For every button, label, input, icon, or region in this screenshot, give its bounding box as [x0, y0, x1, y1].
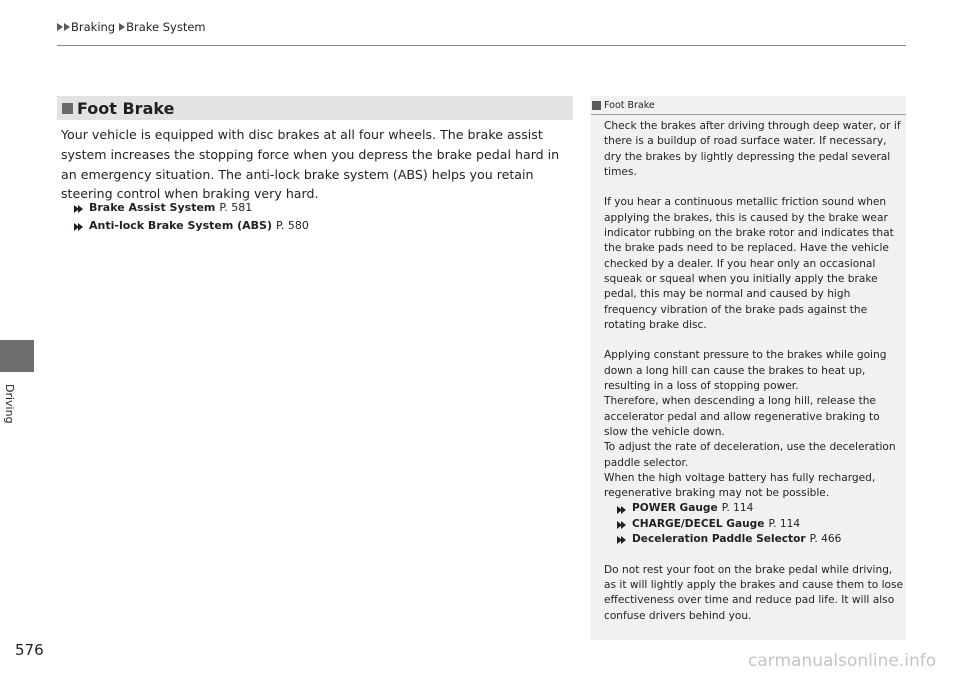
- cross-reference-arrow-icon: [617, 535, 626, 544]
- cross-reference-list: [74, 199, 309, 235]
- cross-reference-title: Brake Assist System: [89, 201, 216, 214]
- cross-reference-page: P. 114: [768, 517, 801, 530]
- cross-reference-title: POWER Gauge: [632, 502, 718, 515]
- watermark: carmanualsonline.info: [748, 651, 937, 671]
- cross-reference-arrow-icon: [617, 505, 626, 514]
- breadcrumb-arrow-icon: [64, 23, 70, 31]
- chapter-tab-marker: [0, 340, 34, 372]
- cross-reference-page: P. 581: [219, 201, 253, 214]
- side-note-title: Foot Brake: [604, 99, 655, 111]
- page-number: 576: [15, 641, 44, 659]
- cross-reference-link[interactable]: [617, 517, 904, 532]
- cross-reference-page: P. 580: [276, 219, 309, 232]
- note-cross-reference-list: [604, 501, 904, 547]
- cross-reference-arrow-icon: [617, 520, 626, 529]
- cross-reference-link[interactable]: [74, 217, 309, 235]
- header-divider: [57, 45, 906, 46]
- cross-reference-title: Deceleration Paddle Selector: [632, 533, 806, 546]
- cross-reference-arrow-icon: [74, 222, 83, 231]
- side-note-body: [604, 119, 904, 624]
- section-heading-bar: [57, 96, 573, 120]
- side-note-divider: [591, 114, 906, 115]
- cross-reference-link[interactable]: [617, 532, 904, 547]
- cross-reference-arrow-icon: [74, 204, 83, 213]
- chapter-label: Driving: [3, 384, 16, 424]
- section-square-icon: [62, 103, 73, 114]
- side-note-header: [591, 96, 906, 114]
- cross-reference-title: CHARGE/DECEL Gauge: [632, 517, 765, 530]
- note-paragraph: Therefore, when descending a long hill, release the accelerator pedal and allow regenerative braking to slow the vehicle down.: [604, 395, 880, 438]
- breadcrumb-item-braking[interactable]: Braking: [71, 20, 116, 34]
- section-title: Foot Brake: [77, 98, 175, 118]
- cross-reference-page: P. 466: [809, 533, 842, 546]
- cross-reference-page: P. 114: [721, 502, 754, 515]
- note-paragraph: Check the brakes after driving through deep water, or if there is a buildup of road surface water. If necessary, dry the brakes by lightly depressing the pedal several times.: [604, 120, 901, 178]
- cross-reference-link[interactable]: [617, 501, 904, 516]
- cross-reference-title: Anti-lock Brake System (ABS): [89, 219, 272, 232]
- note-paragraph: To adjust the rate of deceleration, use the deceleration paddle selector.: [604, 441, 896, 469]
- side-note-panel: [591, 96, 906, 640]
- note-paragraph: If you hear a continuous metallic friction sound when applying the brakes, this is caused by the brake wear indicator rubbing on the brake rotor and indicates that the brake pads need to be replaced. Have the vehicle checked by a dealer. If you hear only an occasional squeak or squeal when you initially apply the brake pedal, this may be normal and caused by high frequency vibration of the brake pads against the rotating brake disc.: [604, 196, 894, 331]
- note-paragraph: Do not rest your foot on the brake pedal while driving, as it will lightly apply the brakes and cause them to lose effectiveness over time and reduce pad life. It will also confuse drivers behind you.: [604, 563, 904, 622]
- breadcrumb-item-brake-system[interactable]: Brake System: [126, 20, 206, 34]
- note-marker-icon: [592, 101, 601, 110]
- breadcrumb-arrow-icon: [119, 23, 125, 31]
- breadcrumb: [57, 20, 208, 34]
- note-paragraph: When the high voltage battery has fully recharged, regenerative braking may not be possible.: [604, 471, 876, 500]
- breadcrumb-arrow-icon: [57, 23, 63, 31]
- cross-reference-link[interactable]: [74, 199, 309, 217]
- note-paragraph: Applying constant pressure to the brakes while going down a long hill can cause the brakes to heat up, resulting in a loss of stopping power.: [604, 349, 887, 393]
- main-paragraph: Your vehicle is equipped with disc brakes at all four wheels. The brake assist system increases the stopping force when you depress the brake pedal hard in an emergency situation. The anti-lock brake system (ABS) helps you retain steering control when braking very hard.: [61, 127, 560, 202]
